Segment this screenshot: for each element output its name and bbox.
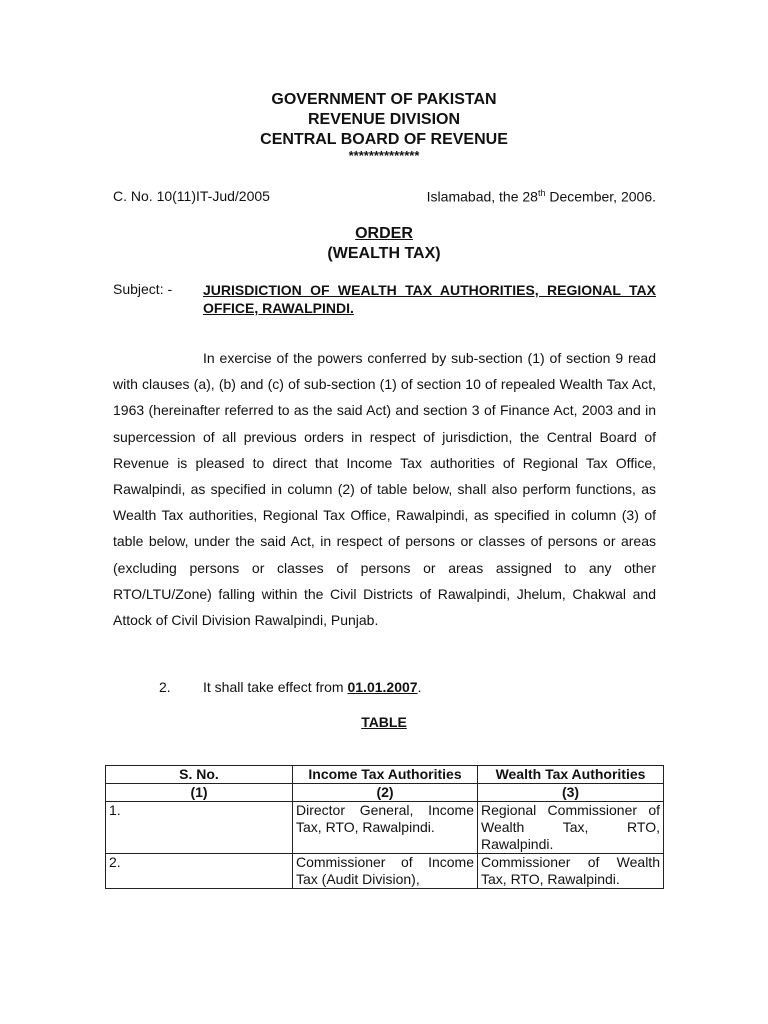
column-number-3: (3)	[478, 784, 664, 802]
letterhead-board: CENTRAL BOARD OF REVENUE	[260, 131, 508, 148]
place-date-superscript: th	[537, 188, 546, 198]
table-header-row	[106, 766, 664, 784]
jurisdiction-table	[105, 765, 664, 889]
column-number-1: (1)	[106, 784, 293, 802]
column-number-2: (2)	[293, 784, 478, 802]
letterhead-government: GOVERNMENT OF PAKISTAN	[271, 91, 497, 108]
row-income-tax-authority: Director General, Income Tax, RTO, Rawalpindi.	[293, 802, 478, 854]
table-row	[106, 854, 664, 889]
header-income-tax: Income Tax Authorities	[293, 766, 478, 784]
row-sno	[106, 854, 293, 889]
order-subtitle: (WEALTH TAX)	[327, 245, 441, 262]
row-wealth-tax-authority	[478, 854, 664, 889]
subject-text: JURISDICTION OF WEALTH TAX AUTHORITIES, REGIONAL TAX OFFICE, RAWALPINDI.	[203, 282, 656, 316]
body-paragraph-1: In exercise of the powers conferred by sub-section (1) of section 9 read with clauses (a), (b) and (c) of sub-section (1) of section 10 of repealed Wealth Tax Act, 1963 (hereinafter referred to as the said Act) and section 3 of Finance Act, 2003 and in supercession of all previous orders in respect of jurisdiction, the Central Board of Revenue is pleased to direct that Income Tax authorities of Regional Tax Office, Rawalpindi, as specified in column (2) of table below, shall also perform functions, as Wealth Tax authorities, Regional Tax Office, Rawalpindi, as specified in column (3) of table below, under the said Act, in respect of persons or classes of persons or areas (excluding persons or classes of persons or areas assigned to any other RTO/LTU/Zone) falling within the Civil Districts of Rawalpindi, Jhelum, Chakwal and Attock of Civil Division Rawalpindi, Punjab.	[113, 350, 656, 629]
row-income-tax-authority	[293, 854, 478, 889]
row-income-tax-text: Commissioner of Income Tax (Audit Division),	[296, 854, 474, 887]
letterhead-separator: **************	[348, 148, 420, 163]
row-sno: 1.	[106, 802, 293, 854]
header-sno: S. No.	[106, 766, 293, 784]
paragraph-number: 2.	[159, 679, 171, 695]
effective-suffix: .	[417, 679, 422, 695]
effective-prefix: It shall take effect from	[203, 679, 348, 695]
row-wealth-tax-authority: Regional Commissioner of Wealth Tax, RTO, Rawalpindi.	[478, 802, 664, 854]
header-wealth-tax: Wealth Tax Authorities	[478, 766, 664, 784]
subject-label: Subject: -	[113, 281, 173, 297]
order-heading	[0, 224, 768, 264]
row-sno-text: 2.	[109, 854, 121, 870]
table-row	[106, 802, 664, 854]
place-and-date	[427, 188, 656, 205]
paragraph-2-text	[203, 679, 421, 695]
reference-number: C. No. 10(11)IT-Jud/2005	[113, 188, 270, 204]
effective-date: 01.01.2007	[347, 679, 418, 695]
table-title: TABLE	[361, 714, 407, 730]
place-date-prefix: Islamabad, the 28	[426, 188, 538, 205]
row-wealth-tax-text: Commissioner of Wealth Tax, RTO, Rawalpindi.	[481, 854, 660, 887]
letterhead-division: REVENUE DIVISION	[307, 111, 461, 128]
order-title: ORDER	[355, 225, 413, 242]
table-column-number-row	[106, 784, 664, 802]
letterhead	[0, 90, 768, 162]
place-date-suffix: December, 2006.	[545, 188, 656, 205]
